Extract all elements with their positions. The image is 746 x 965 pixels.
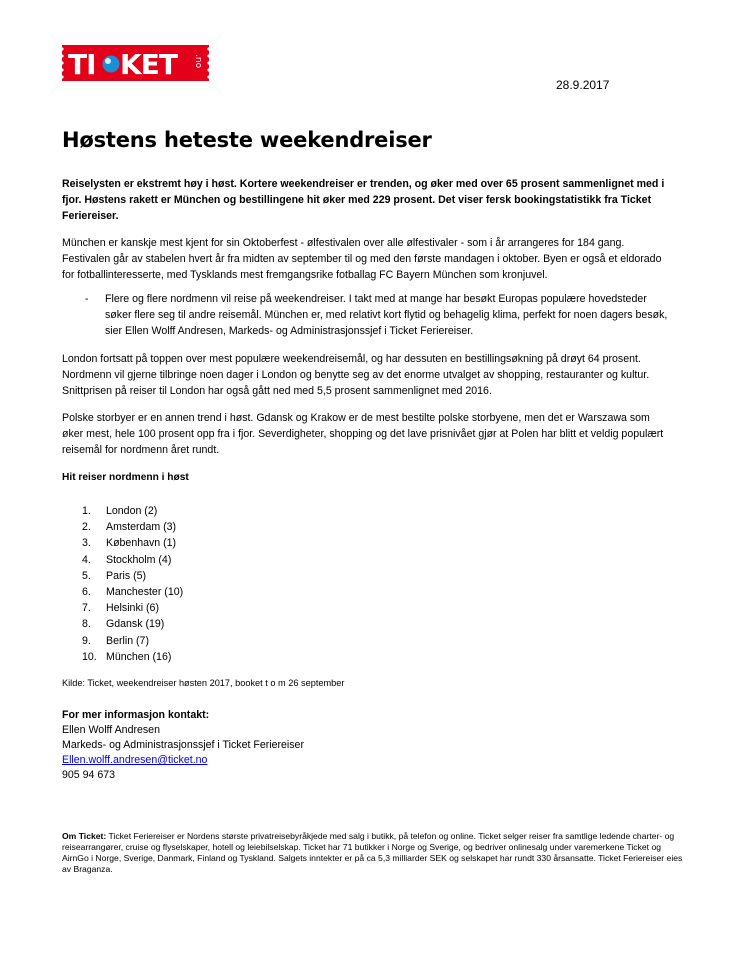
ticket-logo	[62, 45, 209, 81]
lead-paragraph: Reiselysten er ekstremt høy i høst. Kortere weekendreiser er trenden, og øker med over 65 prosent sammenlignet med i fjor. Høstens rakett er München og bestillingene hit øker med 229 prosent. Det viser fersk bookingstatistikk fra Ticket Feriereiser.	[62, 178, 665, 222]
contact-email-link[interactable]: Ellen.wolff.andresen@ticket.no	[62, 754, 208, 766]
list-item	[82, 633, 183, 649]
destination-label: Gdansk (19)	[106, 618, 165, 631]
destination-label: Amsterdam (3)	[106, 521, 177, 534]
about-text: Ticket Feriereiser er Nordens største privatreisebyråkjede med salg i butikk, på telefon og online. Ticket selger reiser fra samtlige ledende charter- og reisearrangører, cruise og flyselskaper, hotell og leiebilselskap. Ticket har 71 butikker i Norge og Sverige, og bedriver onlinesalg under varemerkene Ticket og AirnGo i Norge, Sverige, Danmark, Finland og Tyskland. Salgets inntekter er på ca 5,3 milliarder SEK og selskapet har rundt 330 årsansatte. Ticket Feriereiser eies av Braganza.	[62, 831, 683, 874]
destination-label: Berlin (7)	[106, 634, 149, 647]
contact-heading: For mer informasjon kontakt:	[62, 709, 210, 721]
list-number: 8.	[82, 618, 91, 631]
svg-text:KET: KET	[120, 48, 177, 81]
poland-paragraph: Polske storbyer er en annen trend i høst. Gdansk og Krakow er de mest bestilte polske storbyene, men det er Warszawa som øker mest, hele 100 prosent opp fra i fjor. Severdigheter, shopping og det lave prisnivået gjør at Polen har blitt et veldig populært reisemål for nordmenn året rundt.	[62, 412, 664, 456]
list-number: 7.	[82, 602, 91, 615]
quote-text: Flere og flere nordmenn vil reise på weekendreiser. I takt med at mange har besøkt Europas populære hovedsteder søker flere seg til andre reisemål. München er, med relativt kort flytid og behagelig klima, perfekt for noen dagers besøk, sier Ellen Wolff Andresen, Markeds- og Administrasjonssjef i Ticket Feriereiser.	[105, 293, 668, 337]
munich-paragraph: München er kanskje mest kjent for sin Oktoberfest - ølfestivalen over alle ølfestivaler - som i år arrangeres for 184 gang. Festivalen går av stabelen hvert år fra midten av september til og med den første mandagen i oktober. Byen er også et eldorado for fotballinteresserte, med Tysklands mest fremgangsrike fotballag FC Bayern München som kronjuvel.	[62, 237, 662, 281]
list-number: 2.	[82, 521, 91, 534]
source-note: Kilde: Ticket, weekendreiser høsten 2017, booket t o m 26 september	[62, 678, 345, 688]
page-title: Høstens heteste weekendreiser	[62, 128, 432, 152]
list-item	[82, 600, 183, 616]
bullet-dash: -	[85, 293, 89, 305]
destinations-list	[82, 503, 183, 665]
about-label: Om Ticket:	[62, 831, 107, 841]
destination-label: København (1)	[106, 537, 177, 550]
contact-phone: 905 94 673	[62, 769, 116, 781]
list-item	[82, 519, 183, 535]
svg-text:.no: .no	[193, 54, 203, 69]
list-number: 5.	[82, 569, 91, 582]
destination-label: Stockholm (4)	[106, 553, 172, 566]
list-item	[82, 552, 183, 568]
list-item	[82, 616, 183, 632]
destination-label: München (16)	[106, 650, 172, 663]
list-number: 9.	[82, 634, 91, 647]
list-item	[82, 535, 183, 551]
svg-text:TI: TI	[68, 48, 96, 81]
list-item	[82, 503, 183, 519]
list-number: 1.	[82, 505, 91, 517]
destination-label: Helsinki (6)	[106, 602, 159, 615]
about-ticket	[62, 831, 684, 875]
list-item	[82, 568, 183, 584]
destination-label: London (2)	[106, 505, 158, 517]
list-number: 10.	[82, 650, 97, 663]
list-number: 4.	[82, 553, 91, 566]
london-paragraph: London fortsatt på toppen over mest populære weekendreisemål, og har dessuten en bestillingsøkning på drøyt 64 prosent. Nordmenn vil gjerne tilbringe noen dager i London og benytte seg av det enorme utvalget av shopping, restauranter og kultur. Snittprisen på reiser til London har også gått ned med 5,5 prosent sammenlignet med 2016.	[62, 353, 650, 397]
contact-role: Markeds- og Administrasjonssjef i Ticket Feriereiser	[62, 739, 304, 751]
destination-label: Manchester (10)	[106, 586, 184, 599]
release-date: 28.9.2017	[556, 78, 610, 92]
destination-label: Paris (5)	[106, 569, 147, 582]
list-number: 3.	[82, 537, 91, 550]
contact-block	[62, 708, 304, 783]
destinations-heading: Hit reiser nordmenn i høst	[62, 472, 189, 483]
list-number: 6.	[82, 586, 91, 599]
contact-name: Ellen Wolff Andresen	[62, 724, 160, 736]
list-item	[82, 584, 183, 600]
list-item	[82, 649, 183, 665]
